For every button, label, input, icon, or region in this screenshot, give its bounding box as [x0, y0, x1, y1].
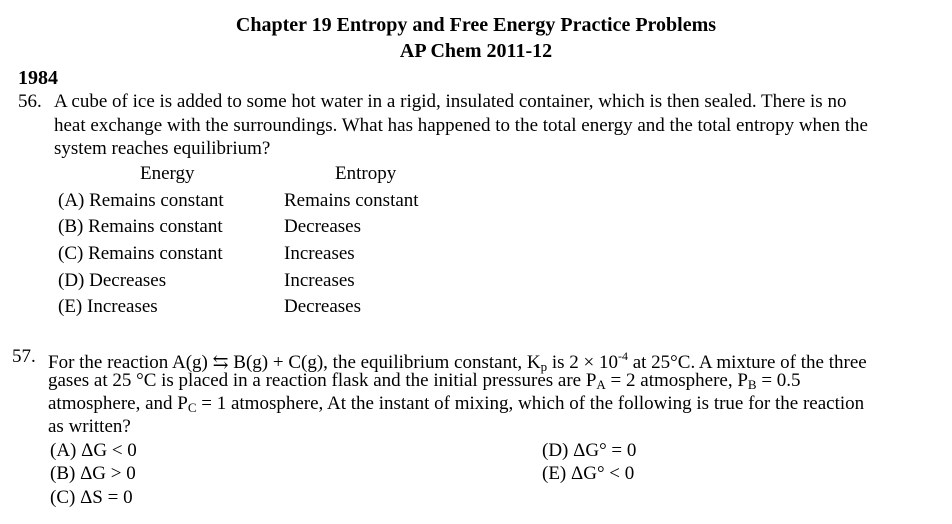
- choice-entropy: Remains constant: [284, 190, 419, 211]
- question-text-line: system reaches equilibrium?: [54, 138, 271, 159]
- choice-energy: (E) Increases: [58, 296, 158, 317]
- question-number: 56.: [18, 91, 42, 112]
- choice-entropy: Increases: [284, 270, 355, 291]
- choice-energy: (D) Decreases: [58, 270, 167, 291]
- question-text-line: atmosphere, and $P_C = 1$ atmosphere, At the instant of mixing, which of the following is true for the reaction: [48, 393, 865, 415]
- choice-a: (A) ΔG < 0: [50, 440, 137, 461]
- equilibrium-arrow-icon: ⇆: [212, 352, 229, 373]
- page-title: Chapter 19 Entropy and Free Energy Practice Problems: [235, 14, 717, 36]
- page-subtitle: AP Chem 2011-12: [399, 40, 553, 62]
- question-text-line: A cube of ice is added to some hot water in a rigid, insulated container, which is then sealed. There is no: [54, 91, 847, 112]
- choice-energy: (B) Remains constant: [58, 216, 223, 237]
- choice-e: (E) ΔG° < 0: [542, 463, 635, 484]
- question-text-line: For the reaction A(g) ⇆ B(g) + C(g), the equilibrium constant, $K_p$ is $2 \times 10^{-4}$ at 25°C. A mixture of the three: [48, 349, 867, 374]
- question-text-line: gases at 25 °C is placed in a reaction flask and the initial pressures are $P_A = 2$ atmosphere, $P_B = 0.5$: [48, 370, 801, 392]
- choice-energy: (A) Remains constant: [58, 190, 224, 211]
- question-text-line: heat exchange with the surroundings. What has happened to the total energy and the total entropy when the: [54, 115, 868, 136]
- choice-entropy: Decreases: [284, 216, 362, 237]
- question-number: 57.: [12, 346, 36, 367]
- choice-c: (C) ΔS = 0: [50, 487, 133, 508]
- question-text-line: as written?: [48, 416, 131, 437]
- choice-entropy: Increases: [284, 243, 355, 264]
- column-header-energy: Energy: [140, 163, 195, 184]
- choice-d: (D) ΔG° = 0: [542, 440, 637, 461]
- section-year: 1984: [18, 67, 58, 89]
- choice-b: (B) ΔG > 0: [50, 463, 136, 484]
- choice-entropy: Decreases: [284, 296, 362, 317]
- choice-energy: (C) Remains constant: [58, 243, 223, 264]
- column-header-entropy: Entropy: [335, 163, 397, 184]
